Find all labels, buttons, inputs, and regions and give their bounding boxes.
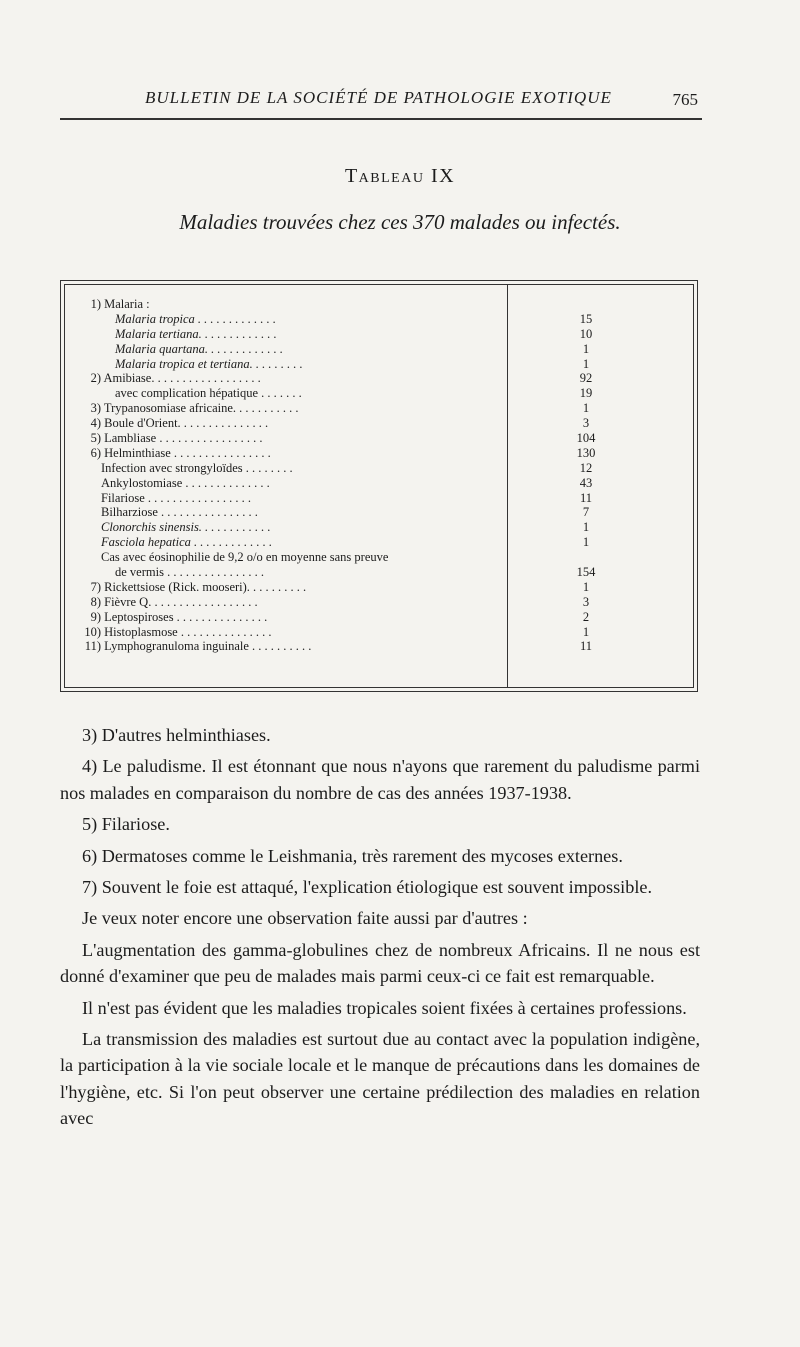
row-value: 1 (582, 520, 590, 535)
row-value: 1 (582, 356, 590, 371)
row-text: Malaria tertiana. . . . . . . . . . . . . (115, 326, 277, 341)
paragraph: 4) Le paludisme. Il est étonnant que nous n'ayons que rarement du paludisme parmi nos malades en comparaison du nombre de cas des années 1937-1938. (60, 756, 700, 803)
table-row (71, 550, 687, 565)
table-rows (71, 297, 687, 654)
row-label (71, 610, 267, 625)
table-row (71, 580, 687, 595)
row-text: Helminthiase . . . . . . . . . . . . . . . . (104, 445, 271, 460)
paragraph: 3) D'autres helminthiases. (82, 725, 271, 745)
row-value: 1 (582, 579, 590, 594)
row-value: 19 (579, 386, 593, 401)
row-number: 2) (90, 371, 101, 386)
body-text (60, 722, 700, 1137)
row-text: Filariose . . . . . . . . . . . . . . . . . (101, 490, 251, 505)
row-number: 9) (90, 609, 101, 624)
row-label (101, 505, 258, 520)
row-label (101, 550, 388, 565)
row-text: Histoplasmose . . . . . . . . . . . . . . . (104, 624, 272, 639)
paragraph: Je veux noter encore une observation faite aussi par d'autres : (82, 908, 528, 929)
row-number: 4) (90, 416, 101, 431)
row-label (115, 357, 303, 372)
row-label (101, 491, 251, 506)
row-label (101, 535, 272, 550)
row-value: 104 (576, 431, 596, 446)
row-number: 8) (90, 594, 101, 609)
row-value: 1 (582, 401, 590, 416)
row-value: 92 (579, 371, 593, 386)
table-row (71, 520, 687, 535)
table-row (71, 595, 687, 610)
row-value: 1 (582, 535, 590, 550)
row-text: Malaria tropica . . . . . . . . . . . . . (115, 311, 276, 326)
row-label (115, 327, 277, 342)
row-text: Ankylostomiase . . . . . . . . . . . . . . (101, 475, 270, 490)
row-value: 154 (576, 565, 596, 580)
row-value: 12 (579, 460, 593, 475)
row-label (71, 431, 262, 446)
table-subtitle: Maladies trouvées chez ces 370 malades ou infectés. (179, 210, 621, 234)
row-value: 1 (582, 624, 590, 639)
row-number: 1) (90, 297, 101, 311)
row-text: Cas avec éosinophilie de 9,2 o/o en moyenne sans preuve (101, 550, 389, 565)
paragraph: La transmission des maladies est surtout due au contact avec la population indigène, la participation à la vie sociale locale et le manque de précautions dans les domaines de l'hygiène, etc. Si l'on peut observer une certaine prédilection des maladies en relation avec (60, 1029, 700, 1129)
table-row (71, 446, 687, 461)
paragraph: Il n'est pas évident que les maladies tropicales soient fixées à certaines professions. (82, 997, 687, 1018)
table-row (71, 476, 687, 491)
row-number: 7) (90, 579, 101, 594)
table-row (71, 565, 687, 580)
row-label (71, 580, 306, 595)
row-value: 3 (582, 594, 590, 609)
table-row (71, 357, 687, 372)
row-label (71, 595, 258, 610)
row-label (71, 625, 271, 640)
row-text: Clonorchis sinensis. . . . . . . . . . . . (101, 520, 271, 535)
page-number: 765 (672, 90, 698, 109)
row-text: Lambliase . . . . . . . . . . . . . . . . . (104, 431, 263, 446)
row-value: 43 (579, 475, 593, 490)
row-text: Malaria quartana. . . . . . . . . . . . . (115, 341, 284, 356)
table-row (71, 416, 687, 431)
table-row (71, 386, 687, 401)
row-value: 15 (579, 311, 593, 326)
row-value: 2 (582, 609, 590, 624)
row-text: Fièvre Q. . . . . . . . . . . . . . . . . . (104, 594, 258, 609)
table-row (71, 297, 687, 312)
table-row (71, 342, 687, 357)
table-row (71, 371, 687, 386)
row-text: Malaria tropica et tertiana. . . . . . . . . (115, 356, 303, 371)
row-text: Lymphogranuloma inguinale . . . . . . . . . . (104, 639, 312, 654)
table-row (71, 610, 687, 625)
row-text: Bilharziose . . . . . . . . . . . . . . . . (101, 505, 258, 520)
paragraph: 5) Filariose. (82, 814, 170, 835)
table-row (71, 625, 687, 640)
row-label (71, 297, 150, 312)
row-label (101, 520, 271, 535)
row-text: Boule d'Orient. . . . . . . . . . . . . . . (104, 416, 269, 431)
row-label (101, 461, 293, 476)
row-label (71, 416, 268, 431)
table-row (71, 505, 687, 520)
row-text: de vermis . . . . . . . . . . . . . . . . (115, 565, 264, 580)
paragraph: 7) Souvent le foie est attaqué, l'explication étiologique est souvent impossible. (82, 877, 653, 898)
row-number: 6) (90, 445, 101, 460)
row-text: Malaria : (104, 297, 150, 311)
page-header (60, 84, 710, 114)
row-value: 130 (576, 445, 596, 460)
row-label (71, 371, 261, 386)
row-value: 10 (579, 326, 593, 341)
row-text: Leptospiroses . . . . . . . . . . . . . . . (104, 609, 268, 624)
row-label (115, 565, 264, 580)
table-row (71, 327, 687, 342)
row-value: 11 (579, 639, 593, 654)
row-label (115, 386, 302, 401)
row-label (101, 476, 270, 491)
row-value: 7 (582, 505, 590, 520)
table-row (71, 401, 687, 416)
row-text: Rickettsiose (Rick. mooseri). . . . . . . . . . (104, 579, 307, 594)
running-title: BULLETIN DE LA SOCIÉTÉ DE PATHOLOGIE EXOTIQUE (145, 88, 612, 107)
table-row (71, 535, 687, 550)
row-value: 11 (579, 490, 593, 505)
row-label (71, 401, 299, 416)
row-number: 10) (84, 624, 101, 639)
row-text: Trypanosomiase africaine. . . . . . . . . . . (103, 401, 299, 416)
table-row (71, 312, 687, 327)
row-label (115, 342, 283, 357)
row-text: Amibiase. . . . . . . . . . . . . . . . . . (103, 371, 261, 386)
table-row (71, 639, 687, 654)
disease-table (60, 280, 698, 692)
row-number: 3) (90, 401, 101, 416)
paragraph: 6) Dermatoses comme le Leishmania, très rarement des mycoses externes. (82, 845, 623, 866)
row-number: 5) (90, 431, 101, 446)
row-label (71, 446, 271, 461)
row-text: Infection avec strongyloïdes . . . . . . . . (101, 460, 293, 475)
row-text: Fasciola hepatica . . . . . . . . . . . . . (101, 535, 273, 550)
row-value: 1 (582, 341, 590, 356)
row-value: 3 (582, 416, 590, 431)
row-label (115, 312, 276, 327)
row-label (71, 639, 311, 654)
table-row (71, 491, 687, 506)
row-text: avec complication hépatique . . . . . . . (115, 386, 302, 401)
header-rule (60, 118, 702, 120)
table-title: Tableau IX (344, 165, 456, 187)
table-row (71, 461, 687, 476)
table-row (71, 431, 687, 446)
paragraph: L'augmentation des gamma-globulines chez de nombreux Africains. Il ne nous est donné d'examiner que peu de malades mais parmi ceux-ci ce fait est remarquable. (60, 939, 700, 987)
row-number: 11) (84, 639, 101, 654)
